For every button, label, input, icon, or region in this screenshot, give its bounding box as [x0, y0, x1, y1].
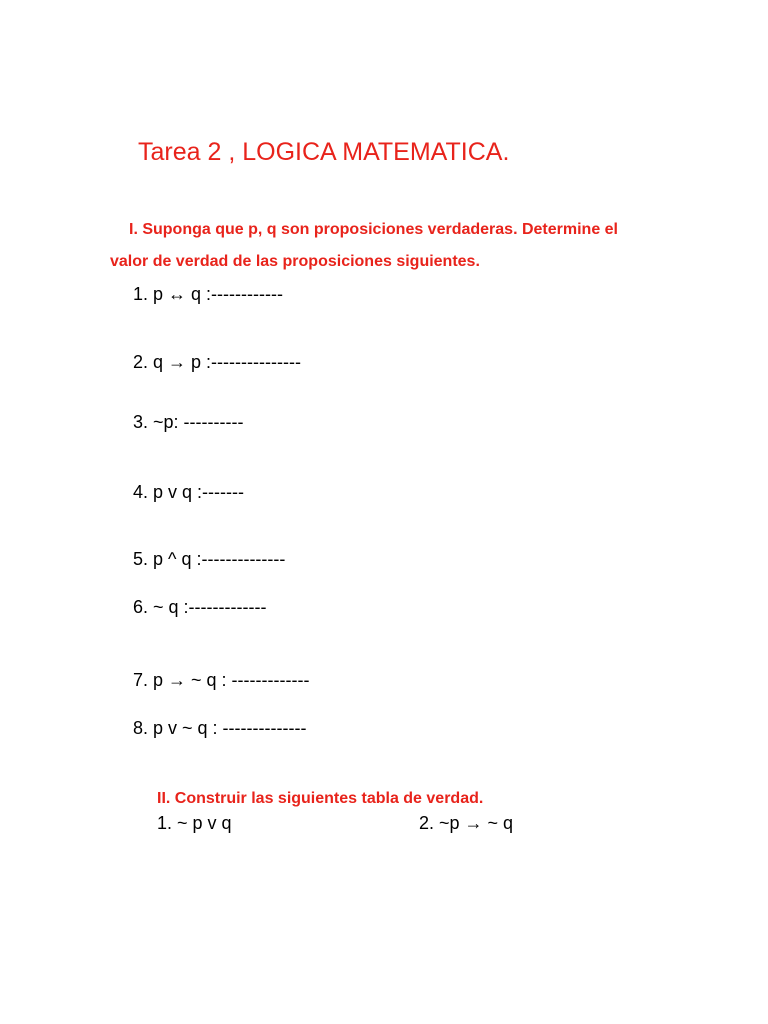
truth-table-item-1: 1. ~ p v q	[157, 813, 232, 833]
proposition-item-4: 4. p v q :-------	[133, 482, 244, 502]
section-1-instruction-line-2: valor de verdad de las proposiciones siguientes.	[110, 253, 480, 270]
section-2-instruction: II. Construir las siguientes tabla de verdad.	[157, 790, 484, 807]
proposition-item-2: 2. q → p :---------------	[133, 352, 301, 372]
page-title: Tarea 2 , LOGICA MATEMATICA.	[138, 138, 510, 166]
proposition-item-6: 6. ~ q :-------------	[133, 597, 267, 617]
proposition-item-3: 3. ~p: ----------	[133, 412, 244, 432]
proposition-item-8: 8. p v ~ q : --------------	[133, 718, 307, 738]
section-1-instruction-line-1: I. Suponga que p, q son proposiciones verdaderas. Determine el	[129, 221, 618, 238]
truth-table-item-2: 2. ~p → ~ q	[419, 813, 514, 833]
proposition-item-7: 7. p → ~ q : -------------	[133, 670, 310, 690]
proposition-item-1: 1. p ↔ q :------------	[133, 284, 283, 304]
proposition-item-5: 5. p ^ q :--------------	[133, 549, 286, 569]
